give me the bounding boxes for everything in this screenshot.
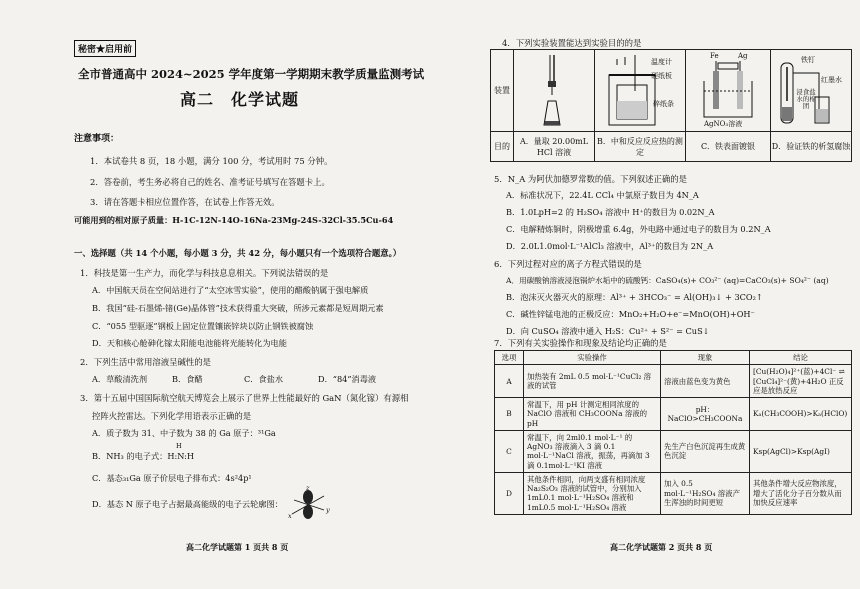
q4-device-d xyxy=(771,50,852,132)
question-7: 7．下列有关实验操作和现象及结论均正确的是 xyxy=(494,338,667,348)
q7-header-operation: 实验操作 xyxy=(524,351,661,365)
q2-option-d: D．“84”消毒液 xyxy=(318,374,377,384)
q6-option-d: D．向 CuSO₄ 溶液中通入 H₂S：Cu²⁺ + S²⁻ = CuS↓ xyxy=(506,326,710,336)
q7-table xyxy=(494,350,852,515)
q1-option-b: B．我国“硅-石墨烯-锗(Ge)晶体管”技术获得重大突破，所涉元素都是短周期元素 xyxy=(92,303,384,313)
q7-row-operation: 加热装有 2mL 0.5 mol·L⁻¹CuCl₂ 溶液的试管 xyxy=(524,365,661,398)
q7-row-phenomenon: 先生产白色沉淀再生成黄色沉淀 xyxy=(661,430,750,472)
note-item: 1．本试卷共 8 页，18 小题，满分 100 分，考试用时 75 分钟。 xyxy=(90,156,333,166)
q5-option-a: A．标准状况下，22.4L CCl₄ 中氯原子数目为 4N_A xyxy=(506,190,699,200)
q5-option-b: B．1.0LpH=2 的 H₂SO₄ 溶液中 H⁺的数目为 0.02N_A xyxy=(506,207,715,217)
q6-option-b: B．泡沫灭火器灭火的原理：Al³⁺ + 3HCO₃⁻ = Al(OH)₃↓ + 3CO₂↑ xyxy=(506,292,763,302)
atomic-masses: 可能用到的相对原子质量：H-1C-12N-14O-16Na-23Mg-24S-32Cl-35.5Cu-64 xyxy=(74,215,394,225)
exam-title: 全市普通高中 2024~2025 学年度第一学期期末教学质量监测考试 xyxy=(78,67,425,81)
q6-option-a: A．用碳酸钠溶液浸泡锅炉水垢中的硫酸钙：CaSO₄(s)+ CO₃²⁻ (aq)=CaCO₃(s)+ SO₄²⁻ (aq) xyxy=(506,276,829,285)
table-row xyxy=(495,430,852,472)
q5-option-c: C．电解精炼铜时，阴极增重 6.4g，外电路中通过电子的数目为 0.2N_A xyxy=(506,224,771,234)
q1-option-a: A．中国航天员在空间站进行了“太空冰雪实验”，使用的醋酸钠属于强电解质 xyxy=(92,285,369,295)
q7-header-option: 选项 xyxy=(495,351,524,365)
q6-option-c: C．碱性锌锰电池的正极反应：MnO₂+H₂O+e⁻=MnO(OH)+OH⁻ xyxy=(506,309,755,319)
q7-row-option: C xyxy=(495,430,524,472)
question-3-line2: 控阵火控雷达。下列化学用语表示正确的是 xyxy=(92,411,252,421)
question-1: 1．科技是第一生产力，而化学与科技息息相关。下列说法错误的是 xyxy=(80,268,329,278)
ag-label: Ag xyxy=(738,51,748,60)
right-page xyxy=(440,0,860,589)
nh3-top-h: H xyxy=(176,442,182,450)
q4-apparatus-table xyxy=(490,49,852,162)
subject-title: 高二 化学试题 xyxy=(180,90,300,109)
q4-purpose-label: 目的 xyxy=(491,132,514,162)
q7-row-option: A xyxy=(495,365,524,398)
q3-option-d: D．基态 N 原子电子占据最高能级的电子云轮廓图： xyxy=(92,499,283,509)
q7-row-phenomenon: 加入 0.5 mol·L⁻¹H₂SO₄ 溶液产生浑浊的时间更短 xyxy=(661,472,750,514)
question-4: 4．下列实验装置能达到实验目的的是 xyxy=(502,38,642,48)
red-ink-label: 红墨水 xyxy=(821,75,842,84)
question-2: 2．下列生活中常用溶液呈碱性的是 xyxy=(80,357,211,367)
q4-purpose-d: D．验证铁的析氢腐蚀 xyxy=(771,132,852,162)
cardboard-label: 硬纸板 xyxy=(651,71,672,80)
q7-row-conclusion: Kₐ(CH₃COOH)>Kₐ(HClO) xyxy=(750,398,852,431)
q4-purpose-a: A．量取 20.00mL HCl 溶液 xyxy=(514,132,595,162)
q4-purpose-c: C．铁表面镀银 xyxy=(686,132,771,162)
q7-header-phenomenon: 现象 xyxy=(661,351,750,365)
axis-z-label: z xyxy=(306,484,310,492)
q2-option-c: C．食盐水 xyxy=(244,374,284,384)
brine-label: 浸食盐水的棉团 xyxy=(796,87,816,110)
thermometer-label: 温度计 xyxy=(651,57,672,66)
q2-option-b: B．食醋 xyxy=(172,374,203,384)
q7-row-operation: 常温下，向 2ml0.1 mol·L⁻¹ 的 AgNO₃ 溶液滴入 3 滴 0.1 mol·L⁻¹NaCl 溶液，振荡，再滴加 3 滴 0.1mol·L⁻¹KI 溶液 xyxy=(524,430,661,472)
q3-option-b: B．NH₃ 的电子式：H:N:H xyxy=(92,451,194,461)
section-one-heading: 一、选择题（共 14 个小题，每小题 3 分，共 42 分，每小题只有一个选项符合题意。） xyxy=(74,248,402,258)
axis-y-label: y xyxy=(326,506,330,514)
foam-label: 碎纸条 xyxy=(653,99,674,108)
q1-option-c: C．“055 型驱逐”钢板上固定位置镶嵌锌块以防止钢铁被腐蚀 xyxy=(92,321,314,331)
nail-label: 铁钉 xyxy=(801,55,815,64)
q3-option-c: C．基态₃₁Ga 原子价层电子排布式：4s²4p¹ xyxy=(92,473,252,483)
notes-heading: 注意事项： xyxy=(74,134,120,144)
q2-option-a: A．草酸清洗剂 xyxy=(92,374,148,384)
note-item: 3．请在答题卡相应位置作答，在试卷上作答无效。 xyxy=(90,197,280,207)
q5-option-d: D．2.0L1.0mol·L⁻¹AlCl₃ 溶液中，Al³⁺的数目为 2N_A xyxy=(506,241,714,251)
q3-option-a: A．质子数为 31、中子数为 38 的 Ga 原子：³¹Ga xyxy=(92,428,276,438)
axis-x-label: x xyxy=(288,512,292,520)
table-row xyxy=(495,472,852,514)
q7-row-conclusion: Ksp(AgCl)>Ksp(AgI) xyxy=(750,430,852,472)
q7-row-option: B xyxy=(495,398,524,431)
page-footer: 高二化学试题第 1 页共 8 页 xyxy=(186,542,289,552)
q4-device-b xyxy=(595,50,686,132)
q4-purpose-b: B．中和反应反应热的测定 xyxy=(595,132,686,162)
q7-row-option: D xyxy=(495,472,524,514)
table-row xyxy=(495,398,852,431)
question-3-line1: 3．第十五届中国国际航空航天博览会上展示了世界上性能最好的 GaN（氮化镓）有源相 xyxy=(80,393,409,403)
agno3-label: AgNO₃溶液 xyxy=(704,119,743,128)
note-item: 2．答卷前，考生务必将自己的姓名、准考证号填写在答题卡上。 xyxy=(90,177,330,187)
q7-row-operation: 其他条件相同，向两支盛有相同浓度 Na₂S₂O₃ 溶液的试管中，分别加入 1mL0.1 mol·L⁻¹H₂SO₄ 溶液和 1mL0.5 mol·L⁻¹H₂SO₄ 溶液 xyxy=(524,472,661,514)
q7-row-conclusion: [Cu(H₂O)₄]²⁺(蓝)+4Cl⁻ ⇌ [CuCl₄]²⁻(黄)+4H₂O 正反应是放热反应 xyxy=(750,365,852,398)
q7-row-conclusion: 其他条件增大反应物浓度，增大了活化分子百分数从而加快反应速率 xyxy=(750,472,852,514)
q4-device-a xyxy=(514,50,595,132)
page-footer: 高二化学试题第 2 页共 8 页 xyxy=(610,542,713,552)
q7-row-operation: 常温下，用 pH 计测定相同浓度的 NaClO 溶液和 CH₃COONa 溶液的 pH xyxy=(524,398,661,431)
q1-option-d: D．天和核心舱砷化镓太阳能电池能将光能转化为电能 xyxy=(92,338,287,348)
question-6: 6．下列过程对应的离子方程式错误的是 xyxy=(494,259,642,269)
q7-row-phenomenon: pH：NaClO>CH₃COONa xyxy=(661,398,750,431)
fe-label: Fe xyxy=(710,51,719,60)
secret-label: 秘密★启用前 xyxy=(74,40,136,57)
q4-device-c xyxy=(686,50,771,132)
table-row xyxy=(495,365,852,398)
q7-header-conclusion: 结论 xyxy=(750,351,852,365)
q4-device-label: 装置 xyxy=(491,50,514,132)
question-5: 5．N_A 为阿伏加德罗常数的值。下列叙述正确的是 xyxy=(494,174,688,184)
q7-row-phenomenon: 溶液由蓝色变为黄色 xyxy=(661,365,750,398)
